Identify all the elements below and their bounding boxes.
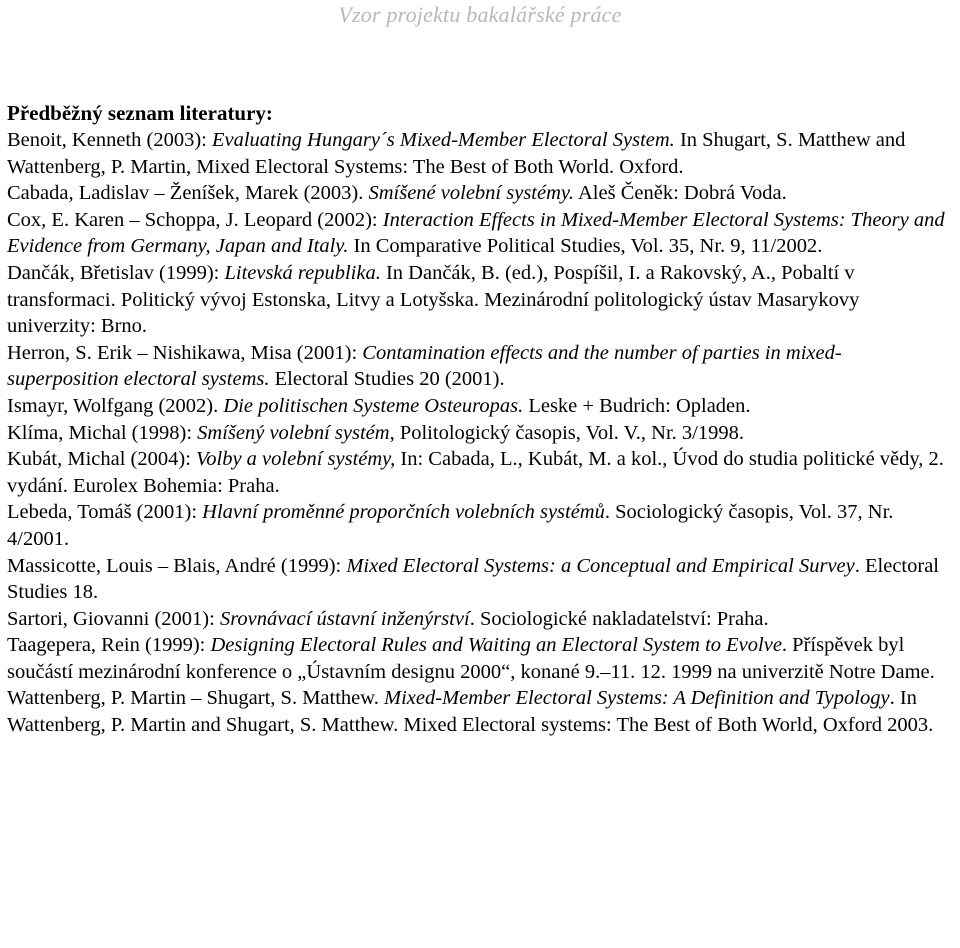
reference-text: Cox, E. Karen – Schoppa, J. Leopard (2002): bbox=[7, 208, 383, 231]
reference-text: Ismayr, Wolfgang (2002). bbox=[7, 394, 224, 417]
reference-text: In Shugart, S. Matthew and Wattenberg, P. Martin, Mixed Electoral Systems: The Best of Both World. Oxford. bbox=[7, 129, 906, 178]
reference-entry bbox=[7, 446, 952, 499]
reference-entry bbox=[7, 553, 952, 606]
reference-entry bbox=[7, 420, 952, 447]
reference-text: Electoral Studies 20 (2001). bbox=[269, 368, 505, 391]
reference-list bbox=[7, 127, 952, 739]
reference-text: . Sociologické nakladatelství: Praha. bbox=[469, 607, 769, 630]
reference-text: . Příspěvek byl součástí mezinárodní konference o „Ústavním designu 2000“, konané 9.–11. 12. 1999 na univerzitě Notre Dame. bbox=[7, 634, 935, 683]
reference-text: Benoit, Kenneth (2003): bbox=[7, 129, 212, 151]
reference-text: Lebeda, Tomáš (2001): bbox=[7, 501, 203, 524]
reference-entry bbox=[7, 499, 952, 552]
reference-entry bbox=[7, 180, 952, 207]
reference-text: . In Wattenberg, P. Martin and Shugart, S. Matthew. Mixed Electoral systems: The Best of Both World, Oxford 2003. bbox=[7, 687, 934, 737]
reference-title: Interaction Effects in Mixed-Member Electoral Systems: Theory and Evidence from Germany, Japan and Italy. bbox=[7, 208, 945, 258]
reference-title: Hlavní proměnné proporčních volebních systémů bbox=[202, 501, 605, 524]
section-title: Předběžný seznam literatury: bbox=[7, 101, 273, 125]
reference-entry bbox=[7, 260, 952, 340]
reference-text: Dančák, Břetislav (1999): bbox=[7, 261, 225, 284]
reference-title: Mixed-Member Electoral Systems: A Definition and Typology bbox=[384, 687, 890, 710]
reference-title: Volby a volební systémy, bbox=[196, 448, 396, 471]
reference-text: Sartori, Giovanni (2001): bbox=[7, 607, 220, 630]
reference-text: In Comparative Political Studies, Vol. 35, Nr. 9, 11/2002. bbox=[348, 235, 823, 258]
reference-text: Herron, S. Erik – Nishikawa, Misa (2001): bbox=[7, 341, 363, 364]
reference-text: Kubát, Michal (2004): bbox=[7, 448, 197, 471]
reference-text: . Electoral Studies 18. bbox=[7, 554, 939, 604]
reference-text: . Sociologický časopis, Vol. 37, Nr. 4/2001. bbox=[7, 501, 894, 550]
reference-title: Mixed Electoral Systems: a Conceptual and Empirical Survey bbox=[346, 554, 855, 577]
reference-text: Leske + Budrich: Opladen. bbox=[523, 394, 751, 417]
reference-title: Smíšený volební systém bbox=[197, 421, 390, 444]
reference-title: Die politischen Systeme Osteuropas. bbox=[223, 394, 524, 417]
reference-text: Taagepera, Rein (1999): bbox=[7, 634, 211, 657]
reference-title: Designing Electoral Rules and Waiting an Electoral System to Evolve bbox=[210, 634, 782, 657]
reference-title: Srovnávací ústavní inženýrství bbox=[219, 607, 470, 630]
page-header: Vzor projektu bakalářské práce bbox=[338, 2, 622, 27]
reference-text: Aleš Čeněk: Dobrá Voda. bbox=[574, 182, 787, 205]
reference-title: Smíšené volební systémy. bbox=[368, 182, 574, 205]
reference-entry bbox=[7, 207, 952, 260]
reference-text: Massicotte, Louis – Blais, André (1999): bbox=[7, 554, 347, 577]
reference-title: Evaluating Hungary´s Mixed-Member Electoral System. bbox=[211, 129, 675, 151]
reference-entry bbox=[7, 606, 952, 633]
reference-title: Litevská republika. bbox=[224, 261, 381, 284]
reference-entry bbox=[7, 632, 952, 685]
reference-entry bbox=[7, 393, 952, 420]
reference-title: Contamination effects and the number of parties in mixed-superposition electoral systems. bbox=[7, 341, 842, 391]
reference-text: Klíma, Michal (1998): bbox=[7, 421, 198, 444]
reference-entry bbox=[7, 127, 952, 180]
reference-text: Cabada, Ladislav – Ženíšek, Marek (2003). bbox=[7, 182, 369, 205]
reference-text: In Dančák, B. (ed.), Pospíšil, I. a Rakovský, A., Pobaltí v transformaci. Politický vývoj Estonska, Litvy a Lotyšska. Mezinárodní politologický ústav Masarykovy univerzity: Brno. bbox=[7, 261, 860, 338]
reference-text: , Politologický časopis, Vol. V., Nr. 3/1998. bbox=[389, 421, 745, 444]
reference-entry bbox=[7, 685, 952, 738]
reference-entry bbox=[7, 340, 952, 393]
reference-text: In: Cabada, L., Kubát, M. a kol., Úvod do studia politické vědy, 2. vydání. Eurolex Bohemia: Praha. bbox=[7, 448, 944, 497]
reference-text: Wattenberg, P. Martin – Shugart, S. Matthew. bbox=[7, 687, 384, 710]
